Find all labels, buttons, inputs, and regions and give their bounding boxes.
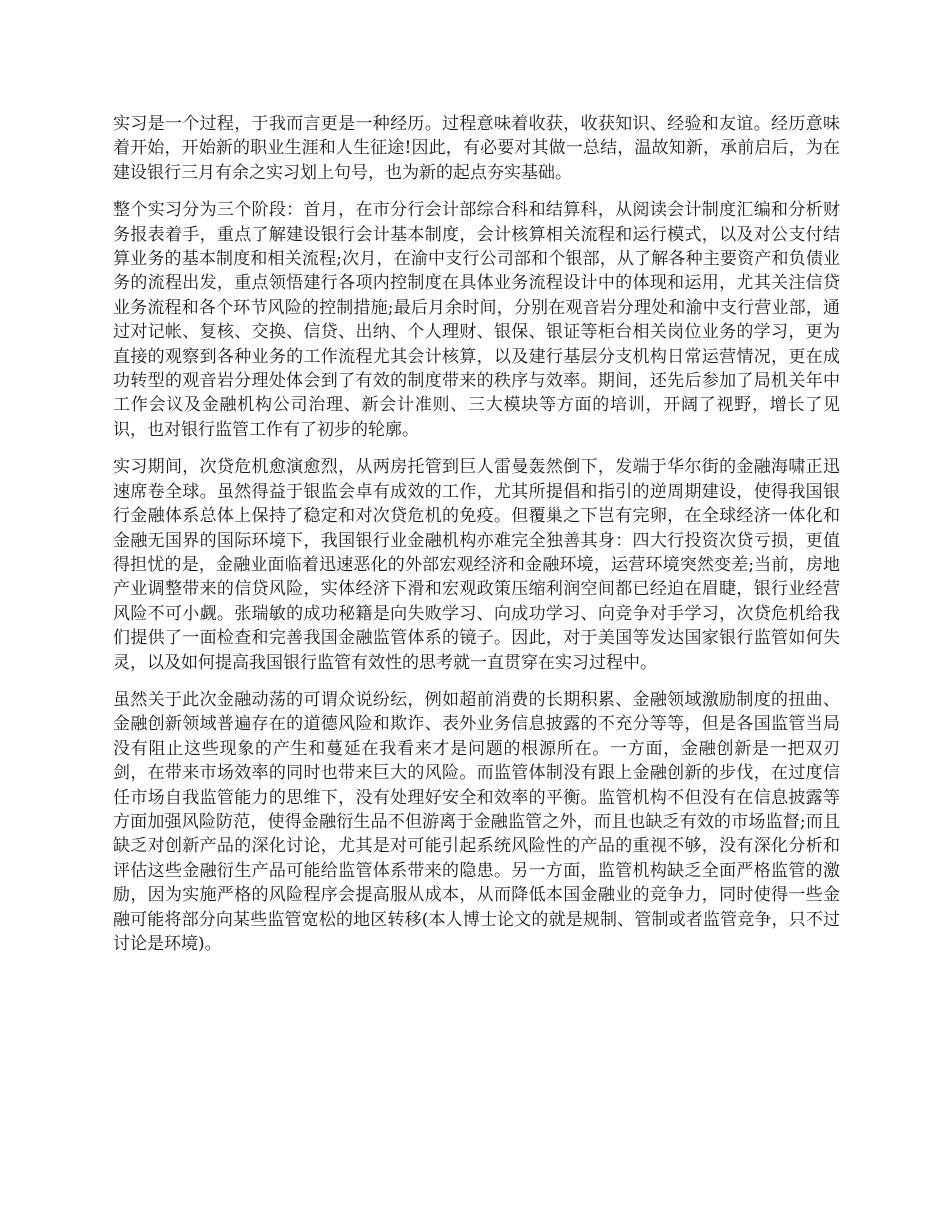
paragraph-4: 虽然关于此次金融动荡的可谓众说纷纭，例如超前消费的长期积累、金融领域激励制度的扭曲、金融创新领域普遍存在的道德风险和欺诈、表外业务信息披露的不充分等等，但是各国监管当局没有阻止这些现象的产生和蔓延在我看来才是问题的根源所在。一方面，金融创新是一把双刃剑，在带来市场效率的同时也带来巨大的风险。而监管体制没有跟上金融创新的步伐，在过度信任市场自我监管能力的思维下，没有处理好安全和效率的平衡。监管机构不但没有在信息披露等方面加强风险防范，使得金融衍生品不但游离于金融监管之外，而且也缺乏有效的市场监督;而且缺乏对创新产品的深化讨论，尤其是对可能引起系统风险性的产品的重视不够，没有深化分析和评估这些金融衍生产品可能给监管体系带来的隐患。另一方面，监管机构缺乏全面严格监管的激励，因为实施严格的风险程序会提高服从成本，从而降低本国金融业的竞争力，同时使得一些金融可能将部分向某些监管宽松的地区转移(本人博士论文的就是规制、管制或者监管竞争，只不过讨论是环境)。 [113,689,840,954]
paragraph-3: 实习期间，次贷危机愈演愈烈，从两房托管到巨人雷曼轰然倒下，发端于华尔街的金融海啸正迅速席卷全球。虽然得益于银监会卓有成效的工作，尤其所提倡和指引的逆周期建设，使得我国银行金融体系总体上保持了稳定和对次贷危机的免疫。但覆巢之下岂有完卵，在全球经济一体化和金融无国界的国际环境下，我国银行业金融机构亦难完全独善其身：四大行投资次贷亏损，更值得担忧的是，金融业面临着迅速恶化的外部宏观经济和金融环境，运营环境突然变差;当前，房地产业调整带来的信贷风险，实体经济下滑和宏观政策压缩利润空间都已经迫在眉睫，银行业经营风险不可小觑。张瑞敏的成功秘籍是向失败学习、向成功学习、向竞争对手学习，次贷危机给我们提供了一面检查和完善我国金融监管体系的镜子。因此，对于美国等发达国家银行监管如何失灵，以及如何提高我国银行监管有效性的思考就一直贯穿在实习过程中。 [113,457,840,673]
document-body [113,112,840,969]
paragraph-2: 整个实习分为三个阶段：首月，在市分行会计部综合科和结算科，从阅读会计制度汇编和分析财务报表着手，重点了解建设银行会计基本制度，会计核算相关流程和运行模式，以及对公支付结算业务的基本制度和相关流程;次月，在渝中支行公司部和个银部，从了解各种主要资产和负债业务的流程出发，重点领悟建行各项内控制度在具体业务流程设计中的体现和运用，尤其关注信贷业务流程和各个环节风险的控制措施;最后月余时间，分别在观音岩分理处和渝中支行营业部，通过对记帐、复核、交换、信贷、出纳、个人理财、银保、银证等柜台相关岗位业务的学习，更为直接的观察到各种业务的工作流程尤其会计核算，以及建行基层分支机构日常运营情况，更在成功转型的观音岩分理处体会到了有效的制度带来的秩序与效率。期间，还先后参加了局机关年中工作会议及金融机构公司治理、新会计准则、三大模块等方面的培训，开阔了视野，增长了见识，也对银行监管工作有了初步的轮廓。 [113,200,840,440]
paragraph-1: 实习是一个过程，于我而言更是一种经历。过程意味着收获，收获知识、经验和友谊。经历意味着开始，开始新的职业生涯和人生征途!因此，有必要对其做一总结，温故知新，承前启后，为在建设银行三月有余之实习划上句号，也为新的起点夯实基础。 [113,114,840,183]
